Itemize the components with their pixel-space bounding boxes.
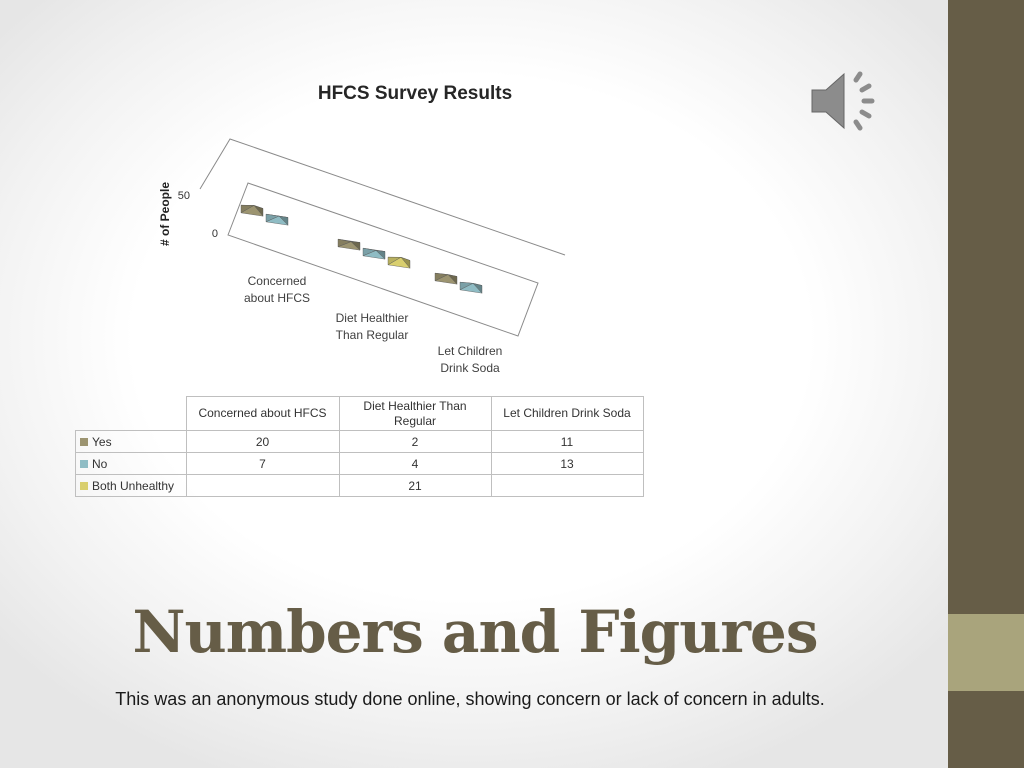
table-cell <box>186 475 339 497</box>
chart-data-table <box>75 396 644 497</box>
legend-entry-both-unhealthy <box>76 475 187 497</box>
table-row <box>76 431 644 453</box>
category-label-line: Drink Soda <box>440 361 500 375</box>
slide-subtitle: This was an anonymous study done online, showing concern or lack of concern in adults. <box>115 689 825 709</box>
legend-label: Both Unhealthy <box>92 478 175 493</box>
slide-title: Numbers and Figures <box>132 598 818 666</box>
table-cell: 2 <box>339 431 491 453</box>
legend-label: No <box>92 456 108 471</box>
legend-label: Yes <box>92 434 112 449</box>
category-label <box>317 310 427 344</box>
chart-title: HFCS Survey Results <box>317 83 513 104</box>
legend-entry-yes <box>76 431 187 453</box>
chart-back-wall <box>200 139 565 255</box>
table-header-line: Regular <box>393 413 437 428</box>
y-axis-title: # of People <box>158 182 172 247</box>
y-tick-label: 50 <box>177 190 190 202</box>
table-header-cell <box>339 397 491 431</box>
table-row <box>76 475 644 497</box>
table-header-cell <box>491 397 643 431</box>
category-label-line: about HFCS <box>243 291 311 305</box>
category-label <box>415 343 525 377</box>
category-label-line: Diet Healthier <box>335 311 409 325</box>
legend-swatch <box>80 438 88 446</box>
category-label <box>222 273 332 307</box>
table-row <box>76 453 644 475</box>
table-header-line: Concerned about HFCS <box>198 406 327 420</box>
legend-swatch <box>80 460 88 468</box>
category-label-line: Concerned <box>247 274 307 288</box>
table-cell <box>491 475 643 497</box>
speaker-audio-icon[interactable] <box>806 66 882 136</box>
table-header-line: Let Children Drink Soda <box>503 406 631 420</box>
table-corner-cell <box>76 397 187 431</box>
table-cell: 21 <box>339 475 491 497</box>
table-cell: 13 <box>491 453 643 475</box>
table-cell: 20 <box>186 431 339 453</box>
table-cell: 4 <box>339 453 491 475</box>
table-header-line: Diet Healthier Than <box>363 398 467 413</box>
legend-entry-no <box>76 453 187 475</box>
legend-swatch <box>80 482 88 490</box>
table-header-row <box>76 397 644 431</box>
table-cell: 11 <box>491 431 643 453</box>
category-label-line: Let Children <box>437 344 503 358</box>
sidebar-accent-block <box>948 614 1024 691</box>
table-cell: 7 <box>186 453 339 475</box>
category-label-line: Than Regular <box>335 328 409 342</box>
y-tick-label: 0 <box>211 228 218 240</box>
table-header-cell <box>186 397 339 431</box>
